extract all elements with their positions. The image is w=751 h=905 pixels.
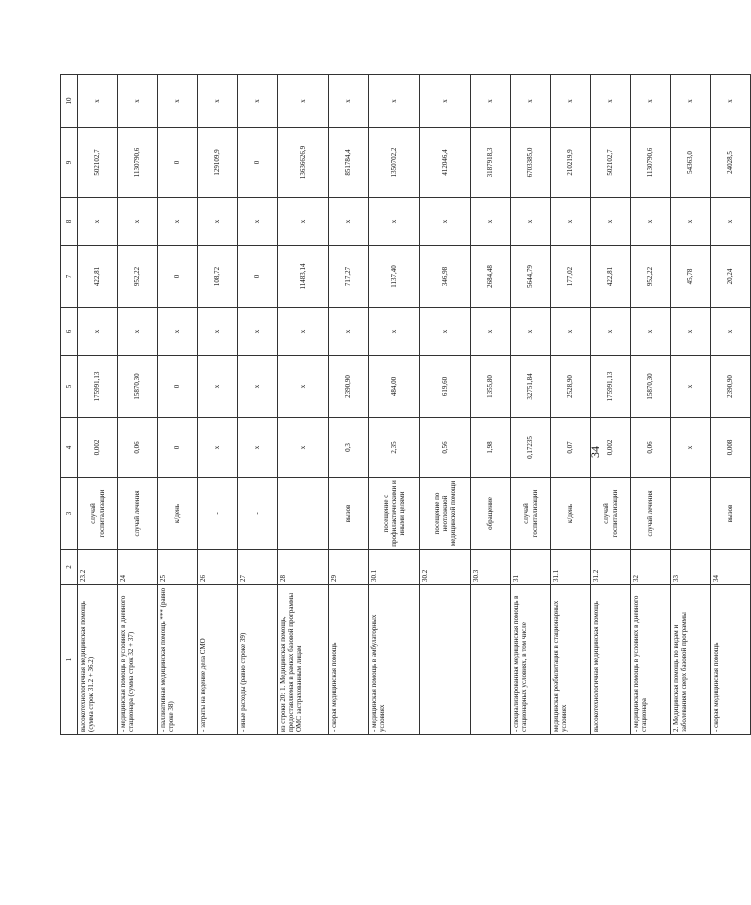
table-cell: 0,002 [78, 418, 118, 478]
table-cell: посещение по неотложной медицинской помощи [420, 478, 471, 550]
table-cell: случай госпитализации [511, 478, 551, 550]
table-cell: 2528,90 [551, 356, 591, 418]
table-cell: 0,06 [118, 418, 158, 478]
financing-table [60, 74, 751, 735]
header-cell: 6 [61, 308, 78, 356]
table-row [158, 75, 198, 735]
table-cell: x [711, 198, 751, 246]
table-cell: 32 [631, 550, 671, 585]
table-cell: x [158, 308, 198, 356]
table-cell: x [198, 308, 238, 356]
table-cell: x [671, 356, 711, 418]
table-cell: x [158, 75, 198, 128]
table-row [118, 75, 158, 735]
table-cell: вызов [711, 478, 751, 550]
table-cell: 2390,90 [711, 356, 751, 418]
table-cell: 502102,7 [591, 128, 631, 198]
header-cell: 7 [61, 246, 78, 308]
table-body [61, 75, 751, 735]
table-cell: x [551, 308, 591, 356]
table-row [238, 75, 278, 735]
table-cell: - паллиативная медицинская помощь *** (равно строке 38) [158, 585, 198, 735]
table-cell: x [511, 198, 551, 246]
table-cell: x [369, 198, 420, 246]
header-cell: 2 [61, 550, 78, 585]
table-cell: к/день [158, 478, 198, 550]
table-cell: x [631, 308, 671, 356]
table-cell: x [471, 198, 511, 246]
table-cell: 0,56 [420, 418, 471, 478]
table-cell: 11483,14 [278, 246, 329, 308]
table-row [420, 75, 471, 735]
table-cell: x [278, 356, 329, 418]
table-cell: случай лечения [631, 478, 671, 550]
table-row [591, 75, 631, 735]
table-row [329, 75, 369, 735]
table-cell: 0 [238, 246, 278, 308]
table-cell: 346,98 [420, 246, 471, 308]
table-cell: x [369, 308, 420, 356]
table-cell [671, 478, 711, 550]
table-cell: высокотехнологичная медицинская помощь [591, 585, 631, 735]
table-cell: - медицинская помощь в условиях в дневного стационара [631, 585, 671, 735]
header-row [61, 75, 78, 735]
table-cell: 20,24 [711, 246, 751, 308]
table-cell: x [238, 418, 278, 478]
table-cell: 54363,0 [671, 128, 711, 198]
table-cell: 0 [158, 128, 198, 198]
table-cell: обращение [471, 478, 511, 550]
table-row [78, 75, 118, 735]
rotated-table-area [60, 75, 735, 735]
table-cell: высокотехнологичная медицинская помощь (сумма строк 31.2 + 36.2) [78, 585, 118, 735]
table-cell: случай госпитализации [78, 478, 118, 550]
table-cell: x [591, 75, 631, 128]
table-cell: x [631, 75, 671, 128]
table-cell: x [238, 198, 278, 246]
table-cell: 24 [118, 550, 158, 585]
table-cell: x [671, 308, 711, 356]
table-cell: 0,3 [329, 418, 369, 478]
header-cell: 1 [61, 585, 78, 735]
table-cell: - медицинская помощь в условиях в дневного стационара (сумма строк 32 + 37) [118, 585, 158, 735]
table-cell: - иные расходы (равно строке 39) [238, 585, 278, 735]
table-cell: 1130790,6 [118, 128, 158, 198]
table-cell: x [711, 75, 751, 128]
table-cell: x [471, 308, 511, 356]
table-cell: x [511, 308, 551, 356]
table-cell: 3187918,3 [471, 128, 511, 198]
table-cell: x [329, 75, 369, 128]
table-cell: x [118, 75, 158, 128]
table-cell: 1355,80 [471, 356, 511, 418]
table-row [711, 75, 751, 735]
table-cell: 619,60 [420, 356, 471, 418]
table-cell: 412046,4 [420, 128, 471, 198]
page-number: 34 [588, 446, 602, 458]
table-cell: 952,22 [118, 246, 158, 308]
table-cell: - [198, 478, 238, 550]
table-cell: 28 [278, 550, 329, 585]
table-cell: вызов [329, 478, 369, 550]
table-cell: случай лечения [118, 478, 158, 550]
table-cell: x [420, 308, 471, 356]
table-cell: 0 [158, 356, 198, 418]
table-cell: 210219,9 [551, 128, 591, 198]
table-cell: x [420, 198, 471, 246]
table-cell: x [420, 75, 471, 128]
table-cell: x [238, 356, 278, 418]
table-cell: - скорая медицинская помощь [329, 585, 369, 735]
table-cell: 31.2 [591, 550, 631, 585]
table-cell: 27 [238, 550, 278, 585]
table-row [551, 75, 591, 735]
table-cell: медицинская реабилитация в стационарных условиях [551, 585, 591, 735]
table-cell: 177,02 [551, 246, 591, 308]
table-cell: 0 [158, 246, 198, 308]
table-cell: 1350702,2 [369, 128, 420, 198]
table-cell: 108,72 [198, 246, 238, 308]
table-cell: 15870,30 [631, 356, 671, 418]
table-cell: 422,81 [591, 246, 631, 308]
table-cell: 1130790,6 [631, 128, 671, 198]
table-cell: x [671, 75, 711, 128]
table-cell: - скорая медицинская помощь [711, 585, 751, 735]
table-cell: x [511, 75, 551, 128]
table-cell: x [118, 198, 158, 246]
table-cell: 2,35 [369, 418, 420, 478]
table-cell: 23.2 [78, 550, 118, 585]
table-cell: x [78, 198, 118, 246]
table-cell: 31 [511, 550, 551, 585]
table-cell: 851784,4 [329, 128, 369, 198]
table-cell: 29 [329, 550, 369, 585]
table-cell: 2684,48 [471, 246, 511, 308]
table-cell: 30.3 [471, 550, 511, 585]
table-cell: посещение с профилактическими и иными целями [369, 478, 420, 550]
table-cell: x [198, 418, 238, 478]
table-cell: 45,78 [671, 246, 711, 308]
table-cell: x [591, 198, 631, 246]
table-cell: x [198, 198, 238, 246]
table-cell: x [471, 75, 511, 128]
table-row [631, 75, 671, 735]
table-cell: из строки 20: 1. Медицинская помощь, предоставляемая в рамках базовой программы ОМС застрахованным лицам [278, 585, 329, 735]
table-row [511, 75, 551, 735]
table-cell: 0,002 [591, 418, 631, 478]
table-cell: 717,27 [329, 246, 369, 308]
header-cell: 5 [61, 356, 78, 418]
table-cell: x [551, 75, 591, 128]
table-cell: x [278, 75, 329, 128]
table-cell [278, 478, 329, 550]
table-cell: - [238, 478, 278, 550]
table-cell: x [78, 75, 118, 128]
table-cell: x [158, 198, 198, 246]
table-cell: случай госпитализации [591, 478, 631, 550]
table-cell: x [671, 198, 711, 246]
table-cell: x [329, 198, 369, 246]
table-cell: x [238, 75, 278, 128]
table-cell: 0,06 [631, 418, 671, 478]
table-cell: x [329, 308, 369, 356]
table-cell: x [671, 418, 711, 478]
table-cell: 484,00 [369, 356, 420, 418]
table-cell: x [631, 198, 671, 246]
table-cell: 1,98 [471, 418, 511, 478]
table-cell: x [118, 308, 158, 356]
table-cell: 34 [711, 550, 751, 585]
table-cell: x [369, 75, 420, 128]
table-cell [471, 585, 511, 735]
table-cell: x [198, 356, 238, 418]
table-cell: 952,22 [631, 246, 671, 308]
table-row [198, 75, 238, 735]
table-cell: 129109,9 [198, 128, 238, 198]
table-cell: 25 [158, 550, 198, 585]
table-cell: 2390,90 [329, 356, 369, 418]
table-cell: 502102,7 [78, 128, 118, 198]
table-row [369, 75, 420, 735]
table-cell: 6703385,0 [511, 128, 551, 198]
table-row [278, 75, 329, 735]
table-row [671, 75, 711, 735]
header-cell: 10 [61, 75, 78, 128]
table-cell: x [78, 308, 118, 356]
table-cell [420, 585, 471, 735]
table-cell: 24028,5 [711, 128, 751, 198]
table-cell: x [278, 308, 329, 356]
table-cell: 30.2 [420, 550, 471, 585]
table-cell: 0,17235 [511, 418, 551, 478]
table-cell: 5644,79 [511, 246, 551, 308]
table-cell: x [551, 198, 591, 246]
table-cell: x [591, 308, 631, 356]
table-cell: x [278, 198, 329, 246]
table-cell: 0 [158, 418, 198, 478]
table-cell: 13636626,9 [278, 128, 329, 198]
table-cell: 2. Медицинская помощь по видам и заболеваниям сверх базовой программы [671, 585, 711, 735]
table-row [471, 75, 511, 735]
table-cell: 33 [671, 550, 711, 585]
table-cell: 32751,84 [511, 356, 551, 418]
table-cell: 31.1 [551, 550, 591, 585]
table-cell: 26 [198, 550, 238, 585]
table-cell: 175991,13 [78, 356, 118, 418]
header-cell: 9 [61, 128, 78, 198]
table-cell: 1137,40 [369, 246, 420, 308]
table-cell: x [278, 418, 329, 478]
table-cell: - специализированная медицинская помощь в стационарных условиях, в том числе [511, 585, 551, 735]
header-cell: 4 [61, 418, 78, 478]
table-cell: x [238, 308, 278, 356]
table-cell: 15870,30 [118, 356, 158, 418]
header-cell: 3 [61, 478, 78, 550]
table-cell: - медицинская помощь в амбулаторных условиях [369, 585, 420, 735]
header-cell: 8 [61, 198, 78, 246]
table-cell: 0,07 [551, 418, 591, 478]
table-cell: 30.1 [369, 550, 420, 585]
table-cell: - затраты на ведение дела СМО [198, 585, 238, 735]
table-cell: 0 [238, 128, 278, 198]
table-cell: 422,81 [78, 246, 118, 308]
table-cell: 175991,13 [591, 356, 631, 418]
table-cell: x [198, 75, 238, 128]
table-cell: 0,008 [711, 418, 751, 478]
table-cell: к/день [551, 478, 591, 550]
table-cell: x [711, 308, 751, 356]
